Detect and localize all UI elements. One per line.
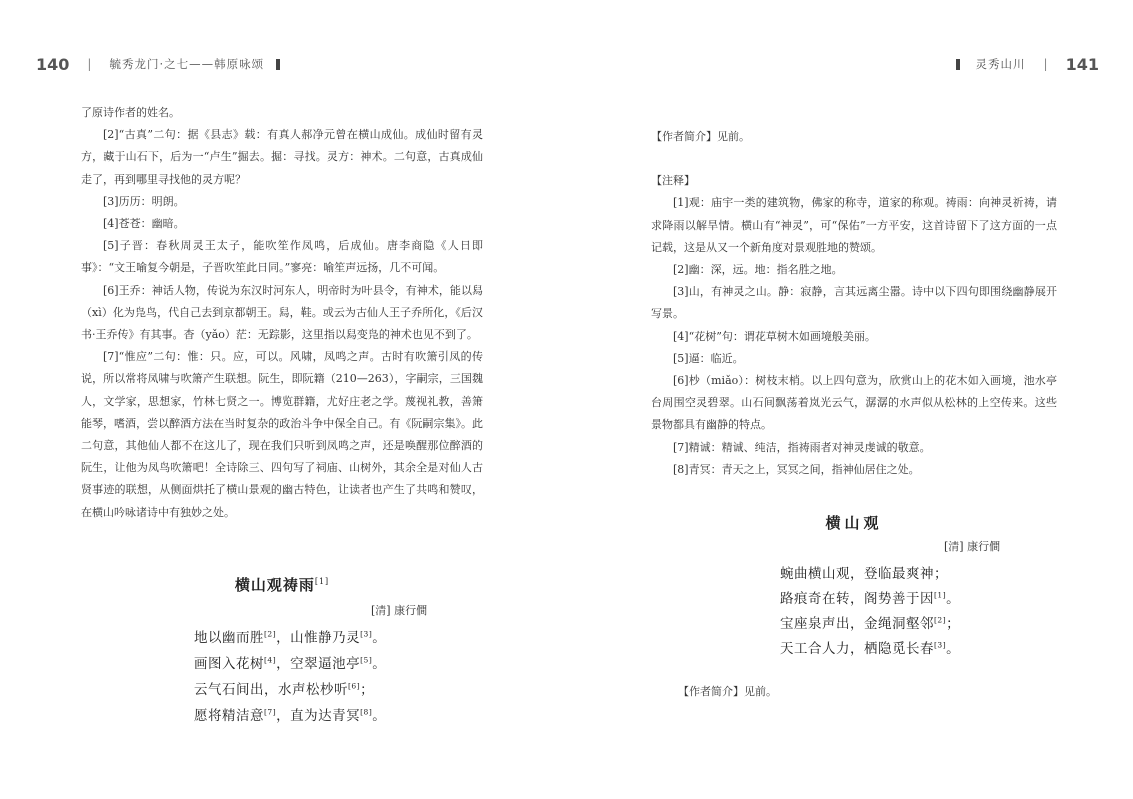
header-marker: [276, 59, 280, 70]
left-page: [0, 0, 566, 799]
header-marker: [956, 59, 960, 70]
poem-line-r4: 天工合人力，栖隐觅长春[3]。: [780, 640, 961, 657]
note-r4: [4]“花树”句：谓花草树木如画境般美丽。: [673, 329, 876, 343]
poem-line-2: 画图入花树[4]，空翠逼池亭[5]。: [194, 655, 387, 672]
note-6: [6]王乔：神话人物，传说为东汉时河东人，明帝时为叶县令，有神术，能以舄（xì）化为凫鸟，代自己去到京都朝王。舄，鞋。或云为古仙人王子乔所化，《后汉书·王乔传》有其事。杳（yǎo）茫：无踪影，这里指以舄变凫的神术也见不到了。: [81, 283, 483, 342]
poem-line-r2: 路痕奇在转，阁势善于因[1]。: [780, 590, 961, 607]
poem-title-right: 横山观: [825, 514, 883, 532]
notes-heading: 【注释】: [651, 174, 695, 188]
header-separator: |: [1043, 57, 1048, 71]
note-2: [2]“古真”二句：据《县志》载：有真人郝净元曾在横山成仙。成仙时留有灵方，藏于山石下，后为一“卢生”掘去。掘：寻找。灵方：神术。二句意，古真成仙走了，再到哪里寻找他的灵方呢？: [81, 128, 483, 186]
right-running-header: [956, 52, 1099, 76]
note-r2: [2]幽：深，远。地：指名胜之地。: [673, 263, 843, 277]
poem-title-footnote: [1]: [314, 577, 330, 586]
left-page-number: 140: [36, 54, 70, 74]
poem-line-4: 愿将精洁意[7]，直为达青冥[8]。: [194, 707, 387, 724]
poem-line-r3: 宝座泉声出，金绳洞壑邻[2]；: [780, 615, 961, 632]
left-chapter-title: 毓秀龙门·之七——韩原咏颂: [109, 57, 265, 71]
right-notes-block: [651, 126, 1057, 481]
poem-author-right: [清] 康行僴: [944, 540, 1001, 553]
poem-line-r1: 蜿曲横山观，登临最爽神；: [780, 566, 948, 582]
right-chapter-title: 灵秀山川: [975, 57, 1026, 71]
poem-line-1: 地以幽而胜[2]，山惟静乃灵[3]。: [194, 629, 387, 646]
poem-author-left: [清] 康行僴: [371, 604, 428, 617]
note-r8: [8]青冥：青天之上，冥冥之间，指神仙居住之处。: [673, 462, 920, 476]
header-separator: |: [87, 57, 92, 71]
right-page: [566, 0, 1133, 799]
poem-title-text: 横山观祷雨: [234, 576, 315, 594]
poem-line-3: 云气石间出，水声松杪听[6]；: [194, 681, 375, 698]
note-r7: [7]精诚：精诚、纯洁，指祷雨者对神灵虔诚的敬意。: [673, 440, 931, 454]
note-r3: [3]山，有神灵之山。静：寂静，言其远离尘嚣。诗中以下四句即围绕幽静展开写景。: [651, 285, 1057, 321]
note-continuation: 了原诗作者的姓名。: [81, 106, 180, 119]
note-5: [5]子晋：春秋周灵王太子，能吹笙作凤鸣，后成仙。唐李商隐《人日即事》：“文王喻复今朝是，子晋吹笙此日同。”寥亮：喻笙声远扬，几不可闻。: [81, 239, 483, 275]
note-4: [4]苍苍：幽暗。: [103, 217, 185, 231]
note-3: [3]历历：明朗。: [103, 194, 185, 208]
author-intro-1: 【作者简介】见前。: [651, 130, 750, 143]
note-r1: [1]观：庙宇一类的建筑物，佛家的称寺，道家的称观。祷雨：向神灵祈祷，请求降雨以解旱情。横山有“神灵”，可“保佑”一方平安，这首诗留下了这方面的一点记载，这是从又一个新角度对景观胜地的赞颂。: [651, 196, 1057, 254]
note-r5: [5]逼：临近。: [673, 351, 744, 365]
note-r6: [6]杪（miǎo）：树枝末梢。以上四句意为，欣赏山上的花木如入画境，池水亭台周围空灵碧翠。山石间飘荡着岚光云气，潺潺的水声似从松林的上空传来。这些景物都具有幽静的特点。: [651, 374, 1057, 432]
poem-title-left: [81, 574, 483, 595]
left-notes-block: [81, 102, 483, 524]
right-page-number: 141: [1065, 54, 1099, 74]
note-7: [7]“惟应”二句：惟：只。应，可以。风啸，凤鸣之声。古时有吹箫引凤的传说，所以常将凤啸与吹箫产生联想。阮生，即阮籍（210—263），字嗣宗，三国魏人，文学家，思想家，竹林七贤之一。博览群籍，尤好庄老之学。蔑视礼教，善箫能琴，嗜酒，尝以醉酒方法在当时复杂的政治斗争中保全自己。有《阮嗣宗集》。此二句意，其他仙人都不在这儿了，现在我们只听到凤鸣之声，还是唤醒那位醉酒的阮生，让他为凤鸟吹箫吧！全诗除三、四句写了祠庙、山树外，其余全是对仙人古贤事迹的联想，从侧面烘托了横山景观的幽古特色，让读者也产生了共鸣和赞叹，在横山吟咏诸诗中有独妙之处。: [81, 350, 483, 519]
left-running-header: [36, 52, 280, 76]
author-intro-2: 【作者简介】见前。: [678, 685, 777, 698]
